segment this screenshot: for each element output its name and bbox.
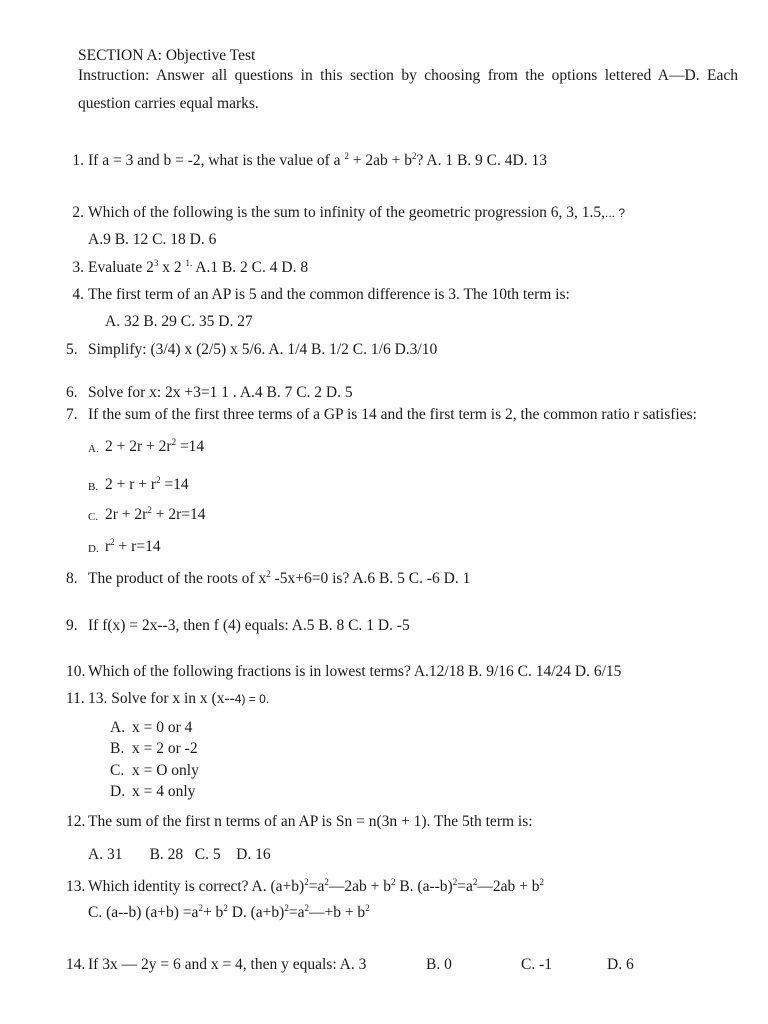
question-text: The first term of an AP is 5 and the common difference is 3. The 10th term is: [88,286,570,303]
option-c: C. -1 [521,956,552,973]
question-text: 13. Solve for x in x (x--4) = 0. [88,690,270,707]
question-number: 4. [72,286,84,303]
question-number: 14. [66,956,86,973]
option-a: $2 + 2r + 2r^2 =14$ [105,437,205,455]
question-text: The product of the roots of $x^2$ -5x+6=0 is? A.6 B. 5 C. -6 D. 1 [88,569,471,587]
option-d: D. 6 [607,956,634,973]
question-number: 11. [66,690,85,707]
question-text: Which of the following is the sum to infinity of the geometric progression 6, 3, 1.5,... ? [88,204,626,221]
question-number: 9. [66,617,78,634]
question-options: A. 32 B. 29 C. 35 D. 27 [105,313,253,330]
option-label: D. [88,543,99,555]
instruction [78,62,738,118]
question-number: 7. [66,406,78,423]
question-options: A. 31 B. 28 C. 5 D. 16 [88,846,271,863]
option-b: x = 2 or -2 [132,740,198,757]
question-number: 8. [66,570,78,587]
option-a: x = 0 or 4 [132,719,193,736]
question-options: A.9 B. 12 C. 18 D. 6 [88,231,217,248]
question-text: Evaluate $2^3$ x 2 $^{1.}$ A.1 B. 2 C. 4 D. 8 [88,258,309,276]
option-c: x = O only [132,762,199,779]
question-text: If 3x — 2y = 6 and x = 4, then y equals: A. 3 [88,956,367,973]
option-label: B. [110,740,125,757]
question-text: Which identity is correct? A. $(a+b)^2=a^2—2ab + b^2$ B. $(a--b)^2=a^2—2ab + b^2$ [88,877,544,895]
option-label: C. [110,762,125,779]
question-number: 13. [66,878,86,895]
question-number: 6. [66,384,78,401]
option-d: x = 4 only [132,783,196,800]
question-text: If f(x) = 2x--3, then f (4) equals: A.5 B. 8 C. 1 D. -5 [88,617,410,634]
option-label: A. [110,719,126,736]
option-d: $r^2 + r=14$ [105,537,161,555]
option-b: B. 0 [426,956,452,973]
option-label: A. [88,443,99,455]
instruction-line-1: Instruction: Answer all questions in this section by choosing from the options lettered A—D. Each [78,67,738,84]
question-number: 10. [66,663,86,680]
question-options: C. (a--b) $(a+b) =a^2+ b^2$ D. $(a+b)^2=a^2—+b + b^2$ [88,903,370,921]
question-number: 5. [66,341,78,358]
question-text: Which of the following fractions is in lowest terms? A.12/18 B. 9/16 C. 14/24 D. 6/15 [88,663,622,680]
question-text: The sum of the first n terms of an AP is Sn = n(3n + 1). The 5th term is: [88,813,533,830]
question-text: Simplify: (3/4) x (2/5) x 5/6. A. 1/4 B. 1/2 C. 1/6 D.3/10 [88,341,438,358]
instruction-line-2: question carries equal marks. [78,95,259,112]
question-number: 12. [66,813,86,830]
question-number: 1. [72,152,84,169]
question-number: 2. [72,204,84,221]
section-title: SECTION A: Objective Test [78,47,256,64]
question-number: 3. [72,259,84,276]
question-text: If the sum of the first three terms of a GP is 14 and the first term is 2, the common ratio r satisfies: [88,406,697,423]
option-label: C. [88,511,99,523]
option-b: $2 + r + r^2 =14$ [105,475,189,493]
option-label: D. [110,783,126,800]
question-text: If a = 3 and b = -2, what is the value of a $^2 + 2ab + b^2$? A. 1 B. 9 C. 4D. 13 [88,151,547,169]
question-text: Solve for x: 2x +3=1 1 . A.4 B. 7 C. 2 D. 5 [88,384,353,401]
option-label: B. [88,481,99,493]
option-c: $2r + 2r^2 + 2r=14$ [105,505,206,523]
